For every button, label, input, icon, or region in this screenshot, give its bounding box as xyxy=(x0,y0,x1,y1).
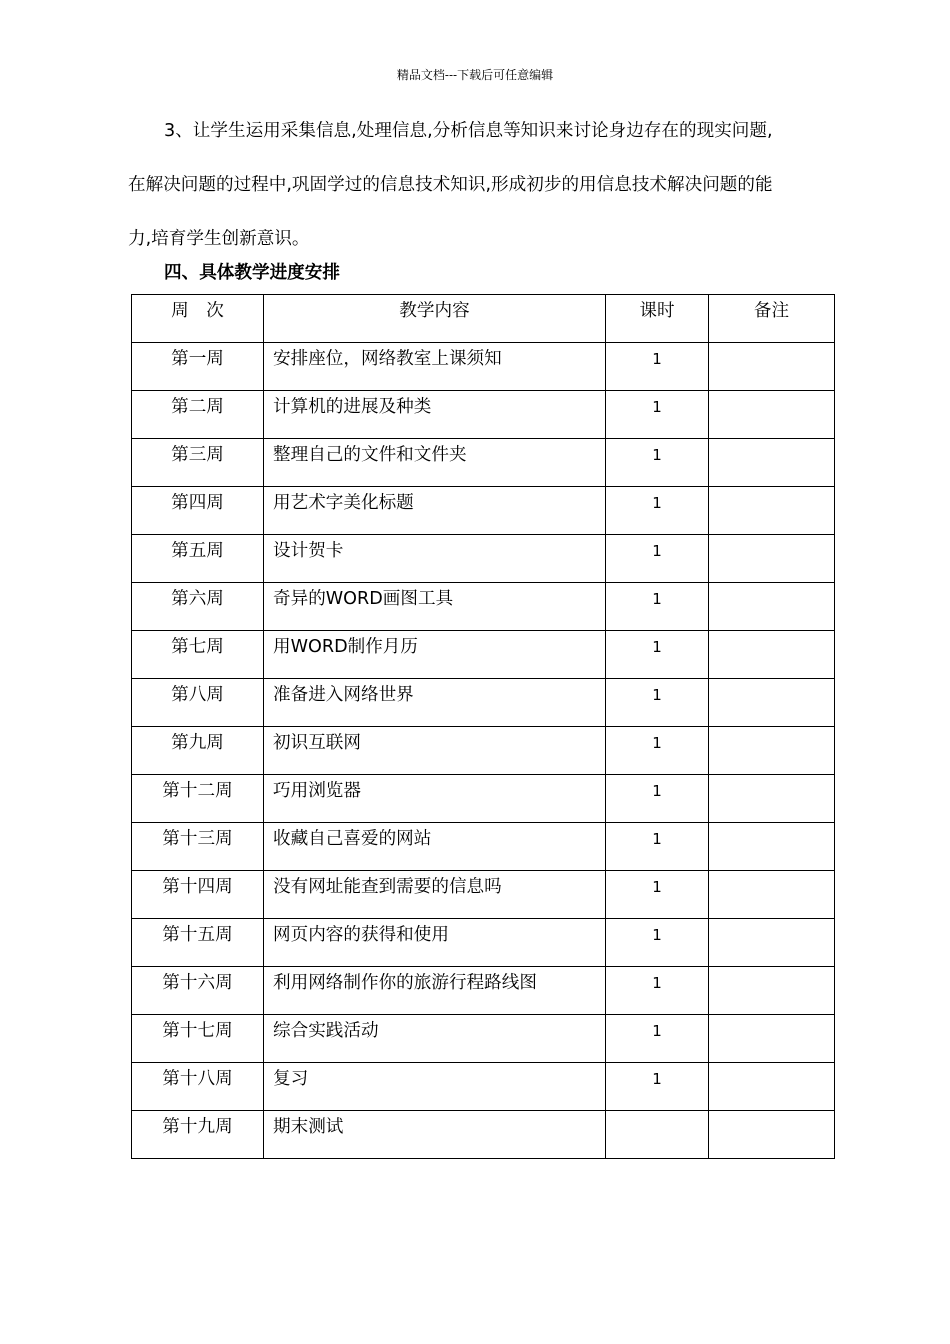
hours-cell: 1 xyxy=(606,535,709,583)
objective-paragraph xyxy=(128,104,840,266)
note-cell xyxy=(709,967,835,1015)
note-cell xyxy=(709,727,835,775)
hours-cell: 1 xyxy=(606,391,709,439)
week-cell: 第三周 xyxy=(132,439,264,487)
note-cell xyxy=(709,919,835,967)
hours-cell: 1 xyxy=(606,1063,709,1111)
note-cell xyxy=(709,823,835,871)
note-cell xyxy=(709,679,835,727)
content-cell: 期末测试 xyxy=(264,1111,606,1159)
week-cell: 第十六周 xyxy=(132,967,264,1015)
note-cell xyxy=(709,775,835,823)
hours-cell: 1 xyxy=(606,583,709,631)
week-cell: 第八周 xyxy=(132,679,264,727)
table-row xyxy=(132,1111,835,1159)
week-cell: 第十七周 xyxy=(132,1015,264,1063)
paragraph-line: 在解决问题的过程中,巩固学过的信息技术知识,形成初步的用信息技术解决问题的能 xyxy=(128,175,773,195)
content-cell: 网页内容的获得和使用 xyxy=(264,919,606,967)
hours-cell: 1 xyxy=(606,967,709,1015)
page-header: 精品文档---下载后可任意编辑 xyxy=(396,68,554,82)
table-row xyxy=(132,631,835,679)
hours-cell: 1 xyxy=(606,679,709,727)
content-cell: 奇异的WORD画图工具 xyxy=(264,583,606,631)
header-content: 教学内容 xyxy=(264,295,606,343)
table-row xyxy=(132,919,835,967)
note-cell xyxy=(709,487,835,535)
content-cell: 安排座位，网络教室上课须知 xyxy=(264,343,606,391)
content-cell: 复习 xyxy=(264,1063,606,1111)
content-cell: 整理自己的文件和文件夹 xyxy=(264,439,606,487)
hours-cell xyxy=(606,1111,709,1159)
content-cell: 用艺术字美化标题 xyxy=(264,487,606,535)
table-row xyxy=(132,487,835,535)
content-cell: 巧用浏览器 xyxy=(264,775,606,823)
table-row xyxy=(132,439,835,487)
content-cell: 综合实践活动 xyxy=(264,1015,606,1063)
content-cell: 收藏自己喜爱的网站 xyxy=(264,823,606,871)
table-row xyxy=(132,391,835,439)
paragraph-line: 力,培育学生创新意识。 xyxy=(128,229,310,249)
note-cell xyxy=(709,391,835,439)
week-cell: 第十二周 xyxy=(132,775,264,823)
hours-cell: 1 xyxy=(606,631,709,679)
week-cell: 第十三周 xyxy=(132,823,264,871)
note-cell xyxy=(709,1111,835,1159)
content-cell: 设计贺卡 xyxy=(264,535,606,583)
hours-cell: 1 xyxy=(606,487,709,535)
hours-cell: 1 xyxy=(606,871,709,919)
note-cell xyxy=(709,631,835,679)
table-row xyxy=(132,1015,835,1063)
section-title: 四、具体教学进度安排 xyxy=(164,263,340,283)
table-row xyxy=(132,343,835,391)
table-row xyxy=(132,727,835,775)
table-row xyxy=(132,775,835,823)
note-cell xyxy=(709,583,835,631)
note-cell xyxy=(709,343,835,391)
note-cell xyxy=(709,1063,835,1111)
hours-cell: 1 xyxy=(606,823,709,871)
content-cell: 准备进入网络世界 xyxy=(264,679,606,727)
week-cell: 第六周 xyxy=(132,583,264,631)
content-cell: 没有网址能查到需要的信息吗 xyxy=(264,871,606,919)
hours-cell: 1 xyxy=(606,727,709,775)
hours-cell: 1 xyxy=(606,439,709,487)
hours-cell: 1 xyxy=(606,919,709,967)
week-cell: 第十九周 xyxy=(132,1111,264,1159)
hours-cell: 1 xyxy=(606,343,709,391)
note-cell xyxy=(709,1015,835,1063)
week-cell: 第十五周 xyxy=(132,919,264,967)
week-cell: 第九周 xyxy=(132,727,264,775)
schedule-table xyxy=(131,294,835,1159)
week-cell: 第十四周 xyxy=(132,871,264,919)
content-cell: 用WORD制作月历 xyxy=(264,631,606,679)
note-cell xyxy=(709,871,835,919)
week-cell: 第二周 xyxy=(132,391,264,439)
header-hours: 课时 xyxy=(606,295,709,343)
hours-cell: 1 xyxy=(606,1015,709,1063)
week-cell: 第七周 xyxy=(132,631,264,679)
table-row xyxy=(132,535,835,583)
table-row xyxy=(132,871,835,919)
hours-cell: 1 xyxy=(606,775,709,823)
week-cell: 第五周 xyxy=(132,535,264,583)
note-cell xyxy=(709,439,835,487)
note-cell xyxy=(709,535,835,583)
table-row xyxy=(132,967,835,1015)
table-header-row xyxy=(132,295,835,343)
table-row xyxy=(132,679,835,727)
schedule-body xyxy=(132,343,835,1159)
content-cell: 利用网络制作你的旅游行程路线图 xyxy=(264,967,606,1015)
table-row xyxy=(132,583,835,631)
content-cell: 计算机的进展及种类 xyxy=(264,391,606,439)
header-note: 备注 xyxy=(709,295,835,343)
content-cell: 初识互联网 xyxy=(264,727,606,775)
week-cell: 第十八周 xyxy=(132,1063,264,1111)
week-cell: 第四周 xyxy=(132,487,264,535)
table-row xyxy=(132,823,835,871)
paragraph-line: 3、让学生运用采集信息,处理信息,分析信息等知识来讨论身边存在的现实问题, xyxy=(164,121,773,141)
week-cell: 第一周 xyxy=(132,343,264,391)
header-week: 周 次 xyxy=(132,295,264,343)
table-row xyxy=(132,1063,835,1111)
